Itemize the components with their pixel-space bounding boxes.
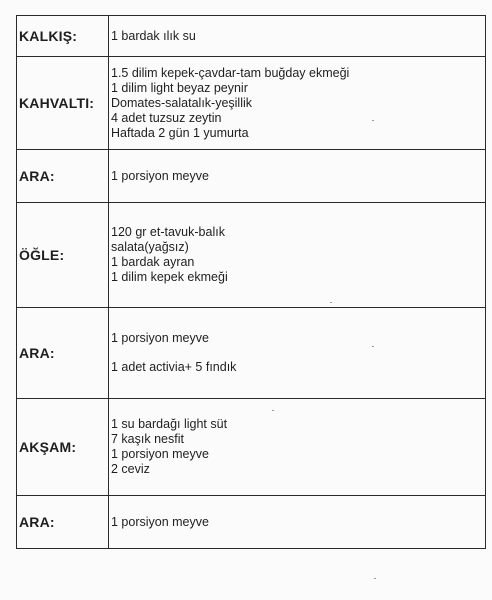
meal-item: 1 dilim kepek ekmeği <box>111 270 228 284</box>
scan-speck <box>372 120 374 121</box>
meal-row-kahvalti <box>17 57 486 150</box>
meal-item: 1 dilim light beyaz peynir <box>111 80 248 95</box>
meal-items <box>109 150 486 203</box>
meal-item: 1 porsiyon meyve <box>111 331 209 345</box>
meal-item: 1 bardak ayran <box>111 255 195 269</box>
meal-items <box>109 16 486 57</box>
meal-item: Haftada 2 gün 1 yumurta <box>111 125 249 140</box>
meal-label: ARA: <box>17 496 109 549</box>
meal-label: KAHVALTI: <box>17 57 109 150</box>
meal-label: KALKIŞ: <box>17 16 109 57</box>
scan-speck <box>374 578 376 579</box>
meal-item: 1 bardak ılık su <box>111 28 196 43</box>
meal-plan-table <box>16 15 486 549</box>
meal-row-aksam <box>17 399 486 496</box>
meal-row-ara-3 <box>17 496 486 549</box>
scan-speck <box>330 302 332 303</box>
meal-items <box>109 496 486 549</box>
scan-speck <box>272 410 274 411</box>
meal-items <box>109 399 486 496</box>
meal-item: 1.5 dilim kepek-çavdar-tam buğday ekmeği <box>111 65 350 80</box>
meal-item: 4 adet tuzsuz zeytin <box>111 110 222 125</box>
meal-row-ogle <box>17 203 486 308</box>
meal-item: 1 porsiyon meyve <box>111 447 209 461</box>
meal-label: ARA: <box>17 308 109 399</box>
meal-label: AKŞAM: <box>17 399 109 496</box>
meal-item: 7 kaşık nesfit <box>111 432 184 446</box>
meal-item: 1 porsiyon meyve <box>111 514 209 529</box>
meal-items <box>109 203 486 308</box>
meal-items <box>109 308 486 399</box>
meal-row-kalkis <box>17 16 486 57</box>
scan-speck <box>372 346 374 347</box>
item-spacer <box>111 346 483 360</box>
meal-label: ÖĞLE: <box>17 203 109 308</box>
meal-row-ara-1 <box>17 150 486 203</box>
meal-item: 1 su bardağı light süt <box>111 417 228 431</box>
meal-item: 1 porsiyon meyve <box>111 168 209 183</box>
meal-items <box>109 57 486 150</box>
meal-item: Domates-salatalık-yeşillik <box>111 95 253 110</box>
meal-label: ARA: <box>17 150 109 203</box>
meal-row-ara-2 <box>17 308 486 399</box>
meal-item: 1 adet activia+ 5 fındık <box>111 360 237 374</box>
meal-item: 2 ceviz <box>111 462 150 476</box>
meal-item: 120 gr et-tavuk-balık <box>111 225 225 239</box>
meal-item: salata(yağsız) <box>111 240 189 254</box>
